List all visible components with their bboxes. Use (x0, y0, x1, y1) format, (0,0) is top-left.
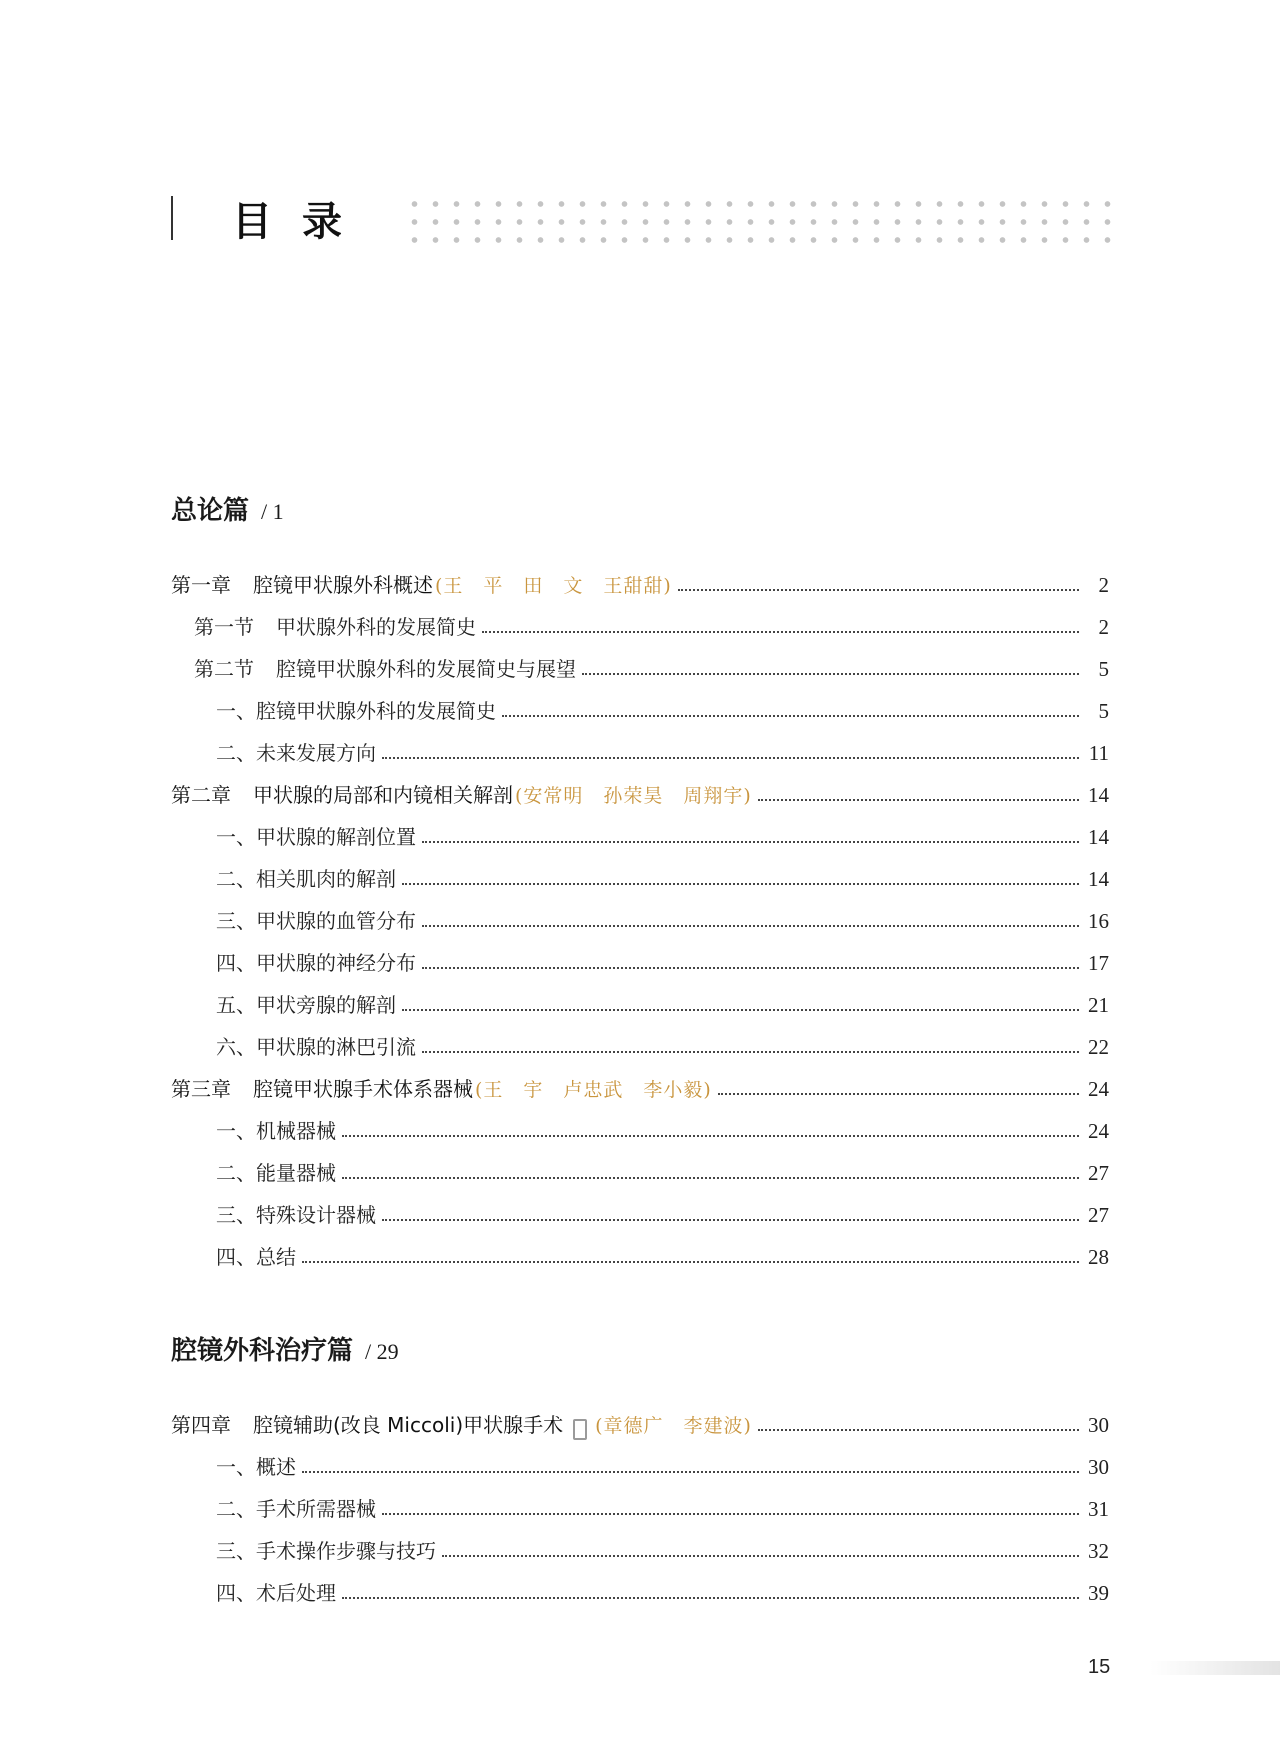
toc-label: 第一节 甲状腺外科的发展简史 (194, 615, 476, 639)
toc-label: 一、机械器械 (216, 1119, 336, 1143)
toc-item[interactable] (216, 904, 1109, 934)
toc-label: 三、特殊设计器械 (216, 1203, 376, 1227)
dot-leader (422, 841, 1079, 843)
dot-leader (342, 1177, 1079, 1179)
dot-leader (718, 1093, 1079, 1095)
toc-authors: (王 平 田 文 王甜甜) (435, 575, 672, 597)
toc-label: 第二节 腔镜甲状腺外科的发展简史与展望 (194, 657, 576, 681)
toc-item[interactable] (216, 862, 1109, 892)
toc-label: 一、概述 (216, 1455, 296, 1479)
toc-item[interactable] (216, 820, 1109, 850)
toc-label: 四、术后处理 (216, 1581, 336, 1605)
part-title: 腔镜外科治疗篇 (171, 1336, 354, 1366)
dot-leader (442, 1555, 1079, 1557)
toc-item[interactable] (216, 1114, 1109, 1144)
dot-leader (758, 799, 1079, 801)
footer-gradient-bar (1150, 1661, 1280, 1675)
toc-page: 21 (1088, 993, 1109, 1017)
toc-section[interactable] (194, 610, 1109, 640)
toc-page: 11 (1088, 741, 1109, 765)
toc-page: 24 (1088, 1119, 1109, 1143)
dot-leader (382, 757, 1079, 759)
page-title: 目录 (232, 198, 372, 245)
toc-label: 三、甲状腺的血管分布 (216, 909, 416, 933)
toc-page: 16 (1088, 909, 1109, 933)
toc-page: 32 (1088, 1539, 1109, 1563)
part-page: / 1 (261, 499, 284, 524)
toc-page: 2 (1098, 573, 1109, 597)
toc-item[interactable] (216, 1450, 1109, 1480)
dot-leader (382, 1513, 1079, 1515)
toc-page: 31 (1088, 1497, 1109, 1521)
toc-label: 二、能量器械 (216, 1161, 336, 1185)
toc-label: 四、甲状腺的神经分布 (216, 951, 416, 975)
toc-label: 三、手术操作步骤与技巧 (216, 1539, 436, 1563)
toc-page: 30 (1088, 1413, 1109, 1437)
toc-label: 二、未来发展方向 (216, 741, 376, 765)
toc-chapter-1[interactable] (171, 568, 1109, 598)
toc-item[interactable] (216, 1240, 1109, 1270)
toc-page: 22 (1088, 1035, 1109, 1059)
dot-leader (342, 1597, 1079, 1599)
toc-label: 五、甲状旁腺的解剖 (216, 993, 396, 1017)
dot-pattern (404, 195, 1114, 243)
dot-leader (402, 883, 1079, 885)
toc-chapter-3[interactable] (171, 1072, 1109, 1102)
toc-chapter-2[interactable] (171, 778, 1109, 808)
toc-authors: (章德广 李建波) (595, 1415, 752, 1437)
toc-page: 14 (1088, 825, 1109, 849)
toc-page: 2 (1098, 615, 1109, 639)
toc-item[interactable] (216, 1492, 1109, 1522)
dot-leader (302, 1261, 1079, 1263)
dot-leader (422, 925, 1079, 927)
dot-leader (302, 1471, 1079, 1473)
toc-item[interactable] (216, 736, 1109, 766)
dot-leader (758, 1429, 1079, 1431)
dot-leader (342, 1135, 1079, 1137)
toc-item[interactable] (216, 1198, 1109, 1228)
toc-label: 四、总结 (216, 1245, 296, 1269)
part-heading-general (171, 490, 284, 527)
dot-leader (678, 589, 1079, 591)
toc-label: 二、相关肌肉的解剖 (216, 867, 396, 891)
toc-page: 24 (1088, 1077, 1109, 1101)
toc-label: 第三章 腔镜甲状腺手术体系器械 (171, 1077, 473, 1101)
toc-label: 第二章 甲状腺的局部和内镜相关解剖 (171, 783, 513, 807)
dot-leader (422, 1051, 1079, 1053)
toc-item[interactable] (216, 988, 1109, 1018)
dot-leader (502, 715, 1079, 717)
toc-chapter-4[interactable] (171, 1408, 1109, 1438)
toc-label: 第四章 腔镜辅助(改良 Miccoli)甲状腺手术 (171, 1413, 564, 1437)
toc-page: 39 (1088, 1581, 1109, 1605)
part-page: / 29 (365, 1339, 399, 1364)
toc-page: 27 (1088, 1161, 1109, 1185)
toc-item[interactable] (216, 946, 1109, 976)
toc-page: 30 (1088, 1455, 1109, 1479)
toc-page: 14 (1088, 867, 1109, 891)
toc-label: 一、甲状腺的解剖位置 (216, 825, 416, 849)
toc-item[interactable] (216, 1534, 1109, 1564)
dot-leader (582, 673, 1079, 675)
part-heading-laparoscopic (171, 1330, 399, 1367)
dot-leader (482, 631, 1079, 633)
toc-item[interactable] (216, 694, 1109, 724)
toc-authors: (王 宇 卢忠武 李小毅) (475, 1079, 712, 1101)
toc-item[interactable] (216, 1576, 1109, 1606)
toc-page: 14 (1088, 783, 1109, 807)
dot-leader (382, 1219, 1079, 1221)
toc-label: 六、甲状腺的淋巴引流 (216, 1035, 416, 1059)
toc-item[interactable] (216, 1030, 1109, 1060)
phone-icon (573, 1419, 587, 1440)
toc-section[interactable] (194, 652, 1109, 682)
toc-page: 17 (1088, 951, 1109, 975)
toc-label: 一、腔镜甲状腺外科的发展简史 (216, 699, 496, 723)
dot-leader (402, 1009, 1079, 1011)
dot-leader (422, 967, 1079, 969)
toc-page: 27 (1088, 1203, 1109, 1227)
title-rule (171, 196, 173, 240)
toc-label: 第一章 腔镜甲状腺外科概述 (171, 573, 433, 597)
part-title: 总论篇 (171, 496, 250, 526)
toc-page: 28 (1088, 1245, 1109, 1269)
toc-page: 5 (1098, 699, 1109, 723)
toc-item[interactable] (216, 1156, 1109, 1186)
toc-page: 5 (1098, 657, 1109, 681)
toc-label: 二、手术所需器械 (216, 1497, 376, 1521)
toc-authors: (安常明 孙荣昊 周翔宇) (515, 785, 752, 807)
page-number: 15 (1088, 1656, 1111, 1678)
